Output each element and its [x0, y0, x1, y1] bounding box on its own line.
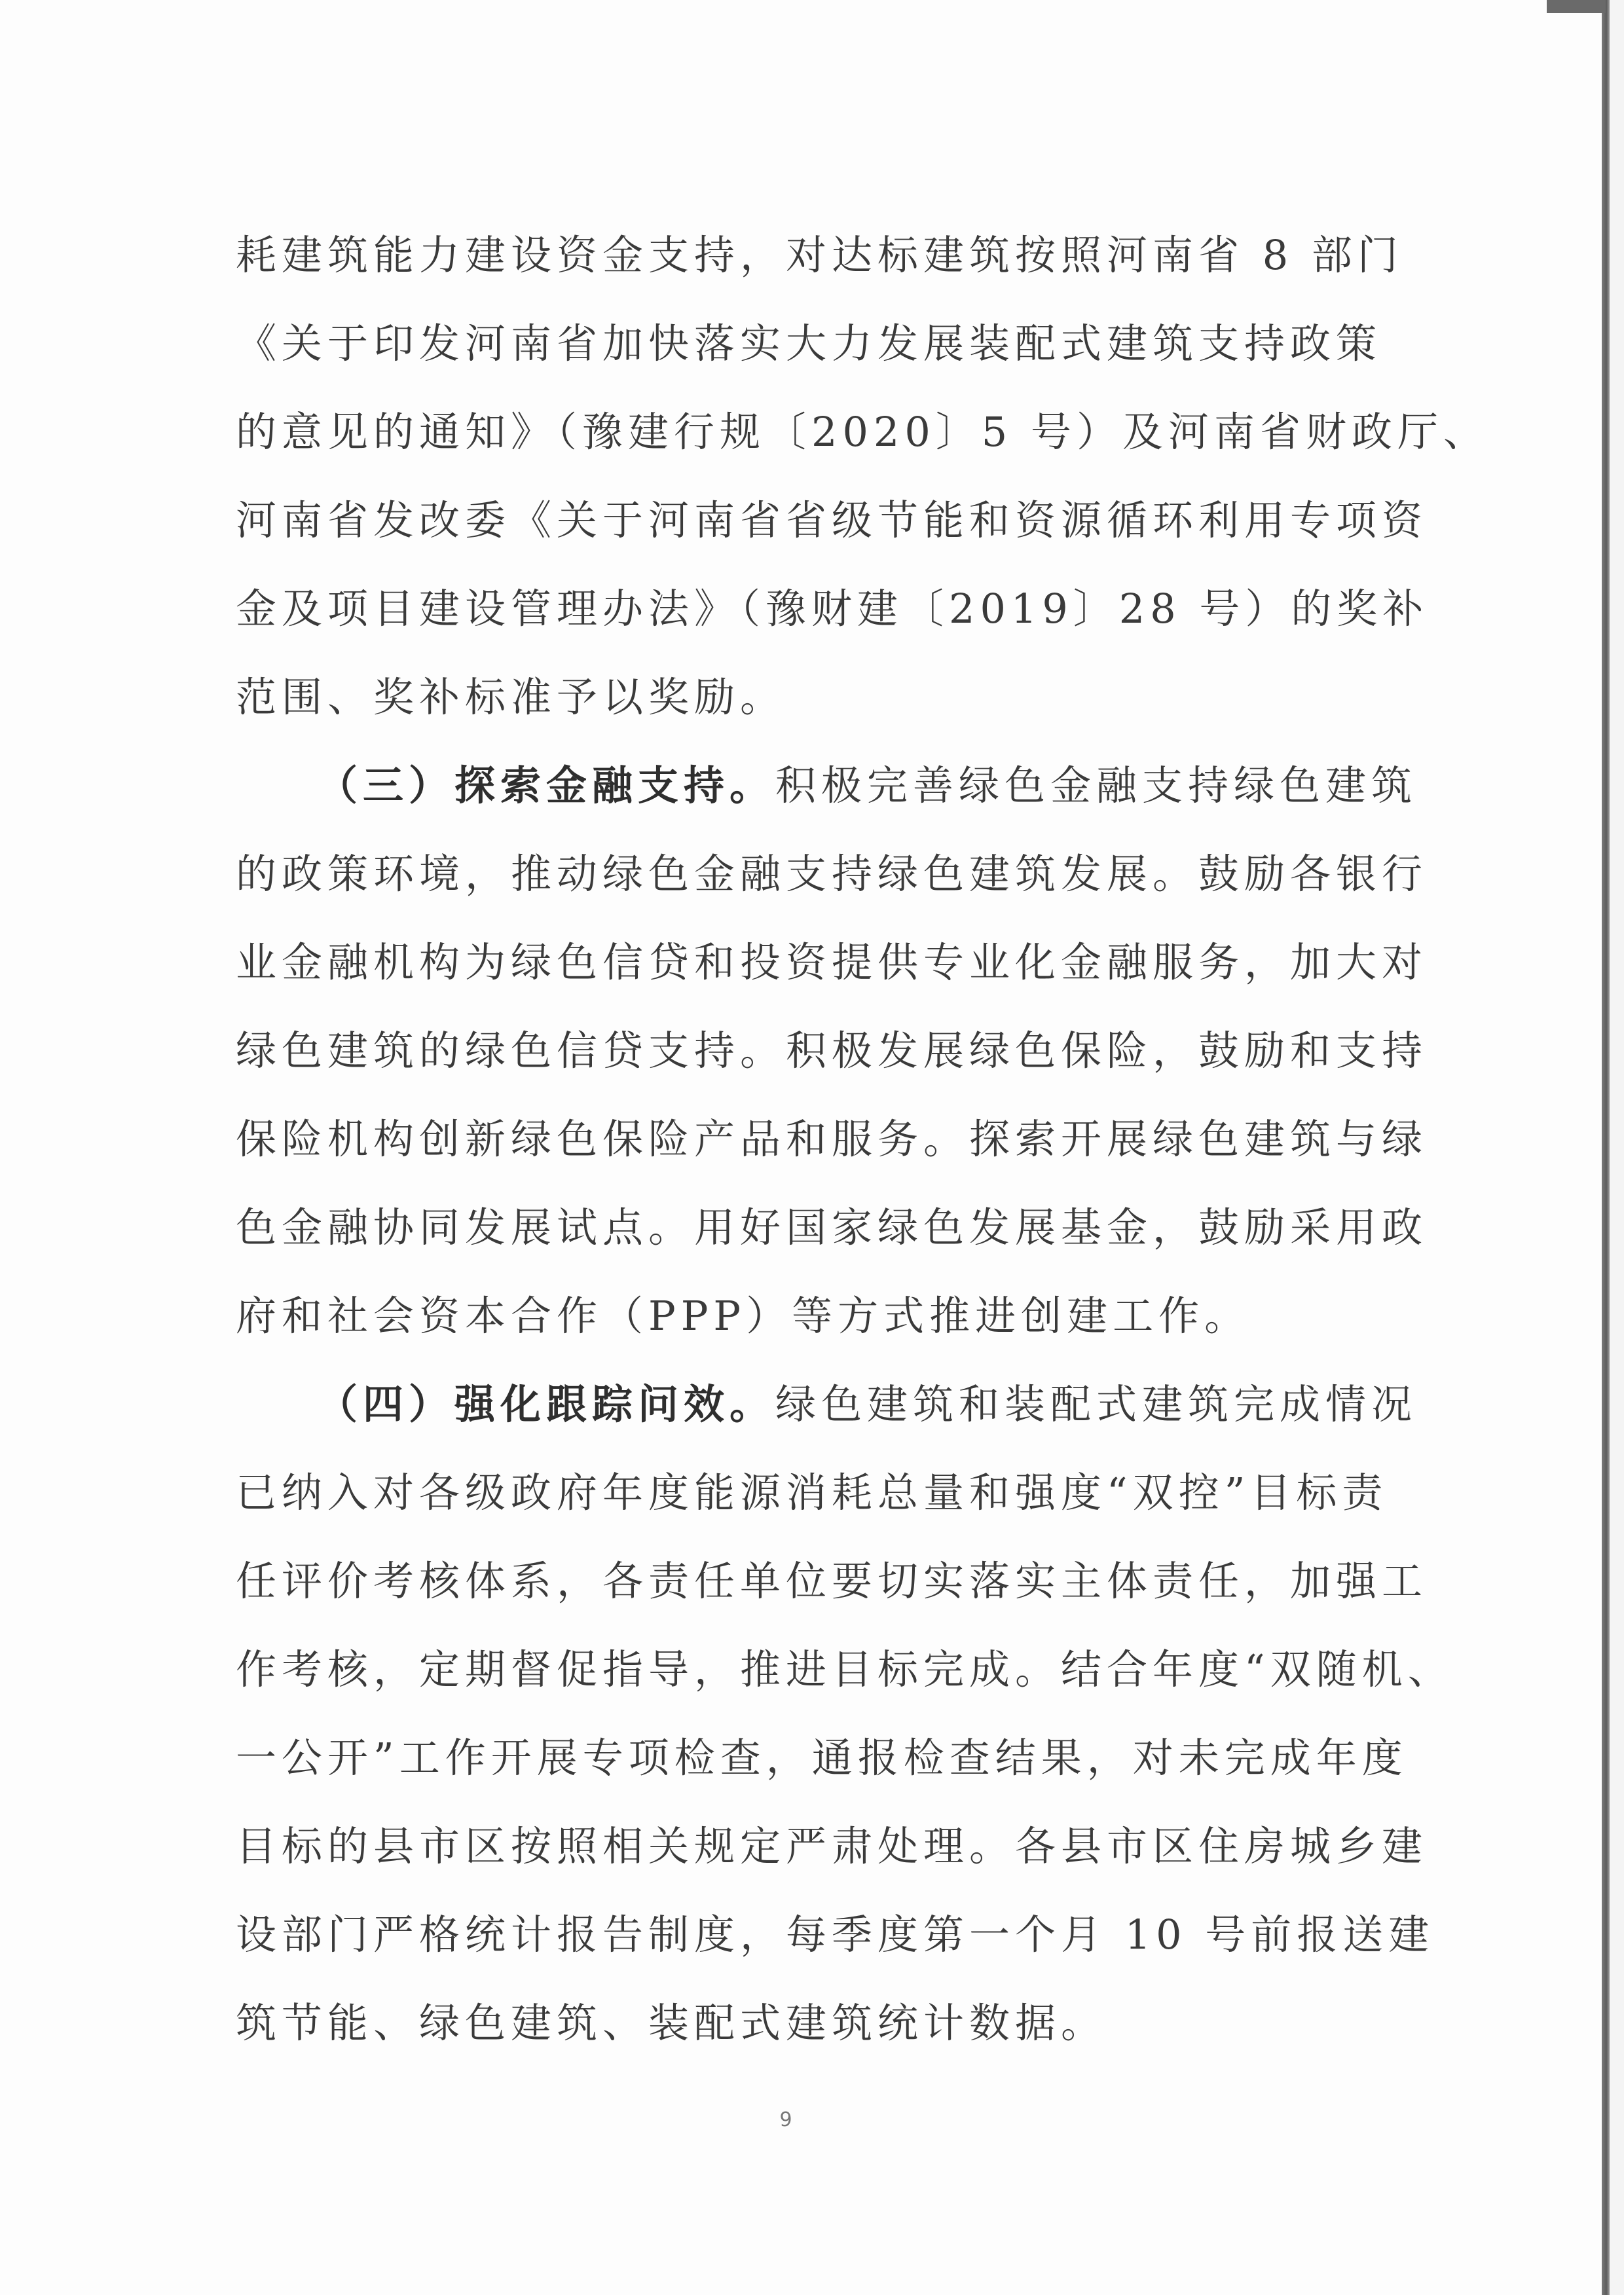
document-body [236, 211, 1489, 2067]
text-line: 目标的县市区按照相关规定严肃处理。各县市区住房城乡建 [236, 1822, 1428, 1870]
scan-binding-edge [1602, 0, 1610, 2295]
text-line: 设部门严格统计报告制度，每季度第一个月 10 号前报送建 [236, 1911, 1435, 1958]
text-line: 筑节能、绿色建筑、装配式建筑统计数据。 [236, 1999, 1107, 2047]
text-line: 的意见的通知》（豫建行规〔2020〕5 号）及河南省财政厅、 [236, 408, 1489, 456]
text-line: 一公开”工作开展专项检查，通报检查结果，对未完成年度 [236, 1734, 1408, 1782]
text-line: 的政策环境，推动绿色金融支持绿色建筑发展。鼓励各银行 [236, 850, 1428, 898]
text-line: 任评价考核体系，各责任单位要切实落实主体责任，加强工 [236, 1557, 1428, 1605]
text-run: 绿色建筑和装配式建筑完成情况 [775, 1380, 1418, 1428]
section-heading: （三）探索金融支持。 [317, 762, 776, 809]
text-line: 绿色建筑的绿色信贷支持。积极发展绿色保险，鼓励和支持 [236, 1027, 1428, 1074]
scan-margin [1609, 0, 1624, 2295]
text-line: 保险机构创新绿色保险产品和服务。探索开展绿色建筑与绿 [236, 1115, 1428, 1163]
paragraph-section-4 [236, 1360, 1454, 2067]
page-number: 9 [779, 2108, 792, 2131]
text-line: 府和社会资本合作（PPP）等方式推进创建工作。 [236, 1292, 1251, 1340]
paragraph-section-3 [236, 741, 1428, 1360]
text-line-first [236, 741, 1418, 830]
text-run: 积极完善绿色金融支持绿色建筑 [775, 762, 1418, 809]
text-line: 耗建筑能力建设资金支持，对达标建筑按照河南省 8 部门 [236, 231, 1403, 279]
text-line: 范围、奖补标准予以奖励。 [236, 673, 786, 721]
text-line: 河南省发改委《关于河南省省级节能和资源循环利用专项资 [236, 496, 1428, 544]
scan-edge-tab [1547, 0, 1606, 13]
text-line: 《关于印发河南省加快落实大力发展装配式建筑支持政策 [236, 320, 1382, 367]
text-line: 业金融机构为绿色信贷和投资提供专业化金融服务，加大对 [236, 938, 1428, 986]
text-line: 金及项目建设管理办法》（豫财建〔2019〕28 号）的奖补 [236, 585, 1429, 633]
text-line: 作考核，定期督促指导，推进目标完成。结合年度“双随机、 [236, 1645, 1454, 1693]
text-line: 色金融协同发展试点。用好国家绿色发展基金，鼓励采用政 [236, 1203, 1428, 1251]
paragraph-continuation [236, 211, 1489, 741]
text-line: 已纳入对各级政府年度能源消耗总量和强度“双控”目标责 [236, 1469, 1388, 1516]
text-line-first [236, 1360, 1418, 1448]
section-heading: （四）强化跟踪问效。 [317, 1380, 776, 1428]
